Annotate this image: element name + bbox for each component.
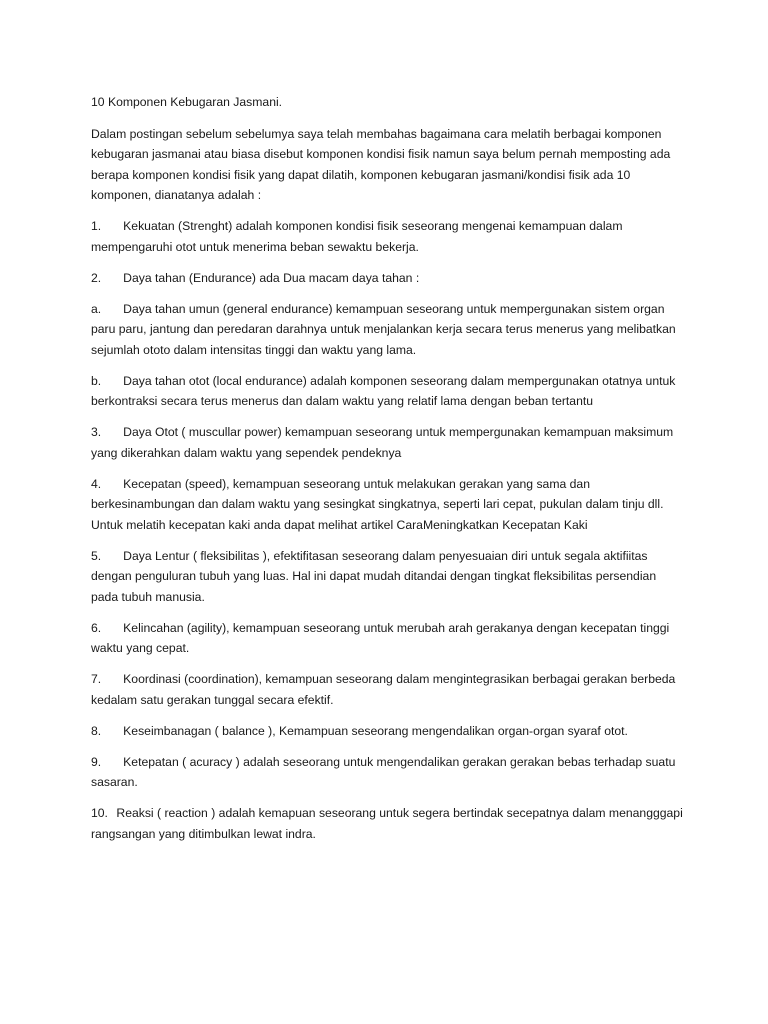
list-item-text: Daya tahan otot (local endurance) adalah komponen seseorang dalam mempergunakan otatnya untuk berkontraksi secara terus menerus dan dalam waktu yang relatif lama dengan beban tertantu — [91, 373, 676, 408]
intro-paragraph: Dalam postingan sebelum sebelumya saya telah membahas bagaimana cara melatih berbagai komponen kebugaran jasmanai atau biasa disebut komponen kondisi fisik namun saya belum pernah memposting ada berapa komponen kondisi fisik yang dapat dilatih, komponen kebugaran jasmani/kondisi fisik ada 10 komponen, dianatanya adalah : — [91, 126, 671, 202]
list-marker: 1. — [91, 219, 102, 233]
list-marker: 9. — [91, 754, 102, 769]
list-marker: 7. — [91, 672, 102, 686]
list-item-text: Daya tahan umun (general endurance) kemampuan seseorang untuk mempergunakan sistem organ paru paru, jantung dan peredaran darahnya untuk menjalankan kerja secara terus menerus yang melibatkan sejumlah ototo dalam intensitas tinggi dan waktu yang lama. — [91, 301, 676, 357]
list-item-text: Daya Otot ( muscullar power) kemampuan seseorang untuk mempergunakan kemampuan maksimum yang dikerahkan dalam waktu yang sependek pendeknya — [91, 425, 674, 460]
document-title: 10 Komponen Kebugaran Jasmani. — [91, 95, 283, 109]
list-item — [91, 546, 684, 608]
list-item — [91, 474, 684, 536]
list-marker: 10. — [91, 806, 108, 820]
list-item — [91, 268, 684, 289]
list-item-text: Koordinasi (coordination), kemampuan seseorang dalam mengintegrasikan berbagai gerakan berbeda kedalam satu gerakan tunggal secara efektif. — [91, 672, 676, 707]
list-marker: 6. — [91, 620, 102, 635]
list-item-text: Keseimbanagan ( balance ), Kemampuan seseorang mengendalikan organ-organ syaraf otot. — [123, 723, 628, 738]
list-marker: 8. — [91, 723, 102, 738]
list-item-text: Kelincahan (agility), kemampuan seseorang untuk merubah arah gerakanya dengan kecepatan tinggi waktu yang cepat. — [91, 620, 670, 655]
list-item — [91, 216, 684, 257]
list-item-text: Kecepatan (speed), kemampuan seseorang untuk melakukan gerakan yang sama dan berkesinambungan dan dalam waktu yang sesingkat singkatnya, seperti lari cepat, pukulan dalam tinju dll. Untuk melatih kecepatan kaki anda dapat melihat artikel CaraMeningkatkan Kecepatan Kaki — [91, 476, 664, 532]
list-marker: 3. — [91, 425, 102, 439]
list-item — [91, 752, 684, 793]
component-list — [91, 216, 684, 844]
list-item-text: Reaksi ( reaction ) adalah kemapuan seseorang untuk segera bertindak secepatnya dalam menangggapi rangsangan yang ditimbulkan lewat indra. — [91, 806, 683, 841]
list-item — [91, 669, 684, 710]
list-marker: 2. — [91, 270, 102, 285]
list-item — [91, 299, 684, 361]
list-item — [91, 422, 684, 463]
list-marker: b. — [91, 373, 102, 388]
list-item — [91, 371, 684, 412]
list-marker: 4. — [91, 476, 102, 491]
list-item-text: Daya tahan (Endurance) ada Dua macam daya tahan : — [123, 270, 420, 285]
list-item — [91, 803, 684, 844]
list-item-text: Daya Lentur ( fleksibilitas ), efektifitasan seseorang dalam penyesuaian diri untuk segala aktifiitas dengan penguluran tubuh yang luas. Hal ini dapat mudah ditandai dengan tingkat fleksibilitas persendian pada tubuh manusia. — [91, 548, 657, 604]
list-item-text: Kekuatan (Strenght) adalah komponen kondisi fisik seseorang mengenai kemampuan dalam mempengaruhi otot untuk menerima beban sewaktu bekerja. — [91, 219, 623, 254]
list-item — [91, 618, 684, 659]
list-item-text: Ketepatan ( acuracy ) adalah seseorang untuk mengendalikan gerakan gerakan bebas terhadap suatu sasaran. — [91, 754, 676, 789]
list-item — [91, 721, 684, 742]
list-marker: 5. — [91, 548, 102, 563]
list-marker: a. — [91, 301, 102, 316]
